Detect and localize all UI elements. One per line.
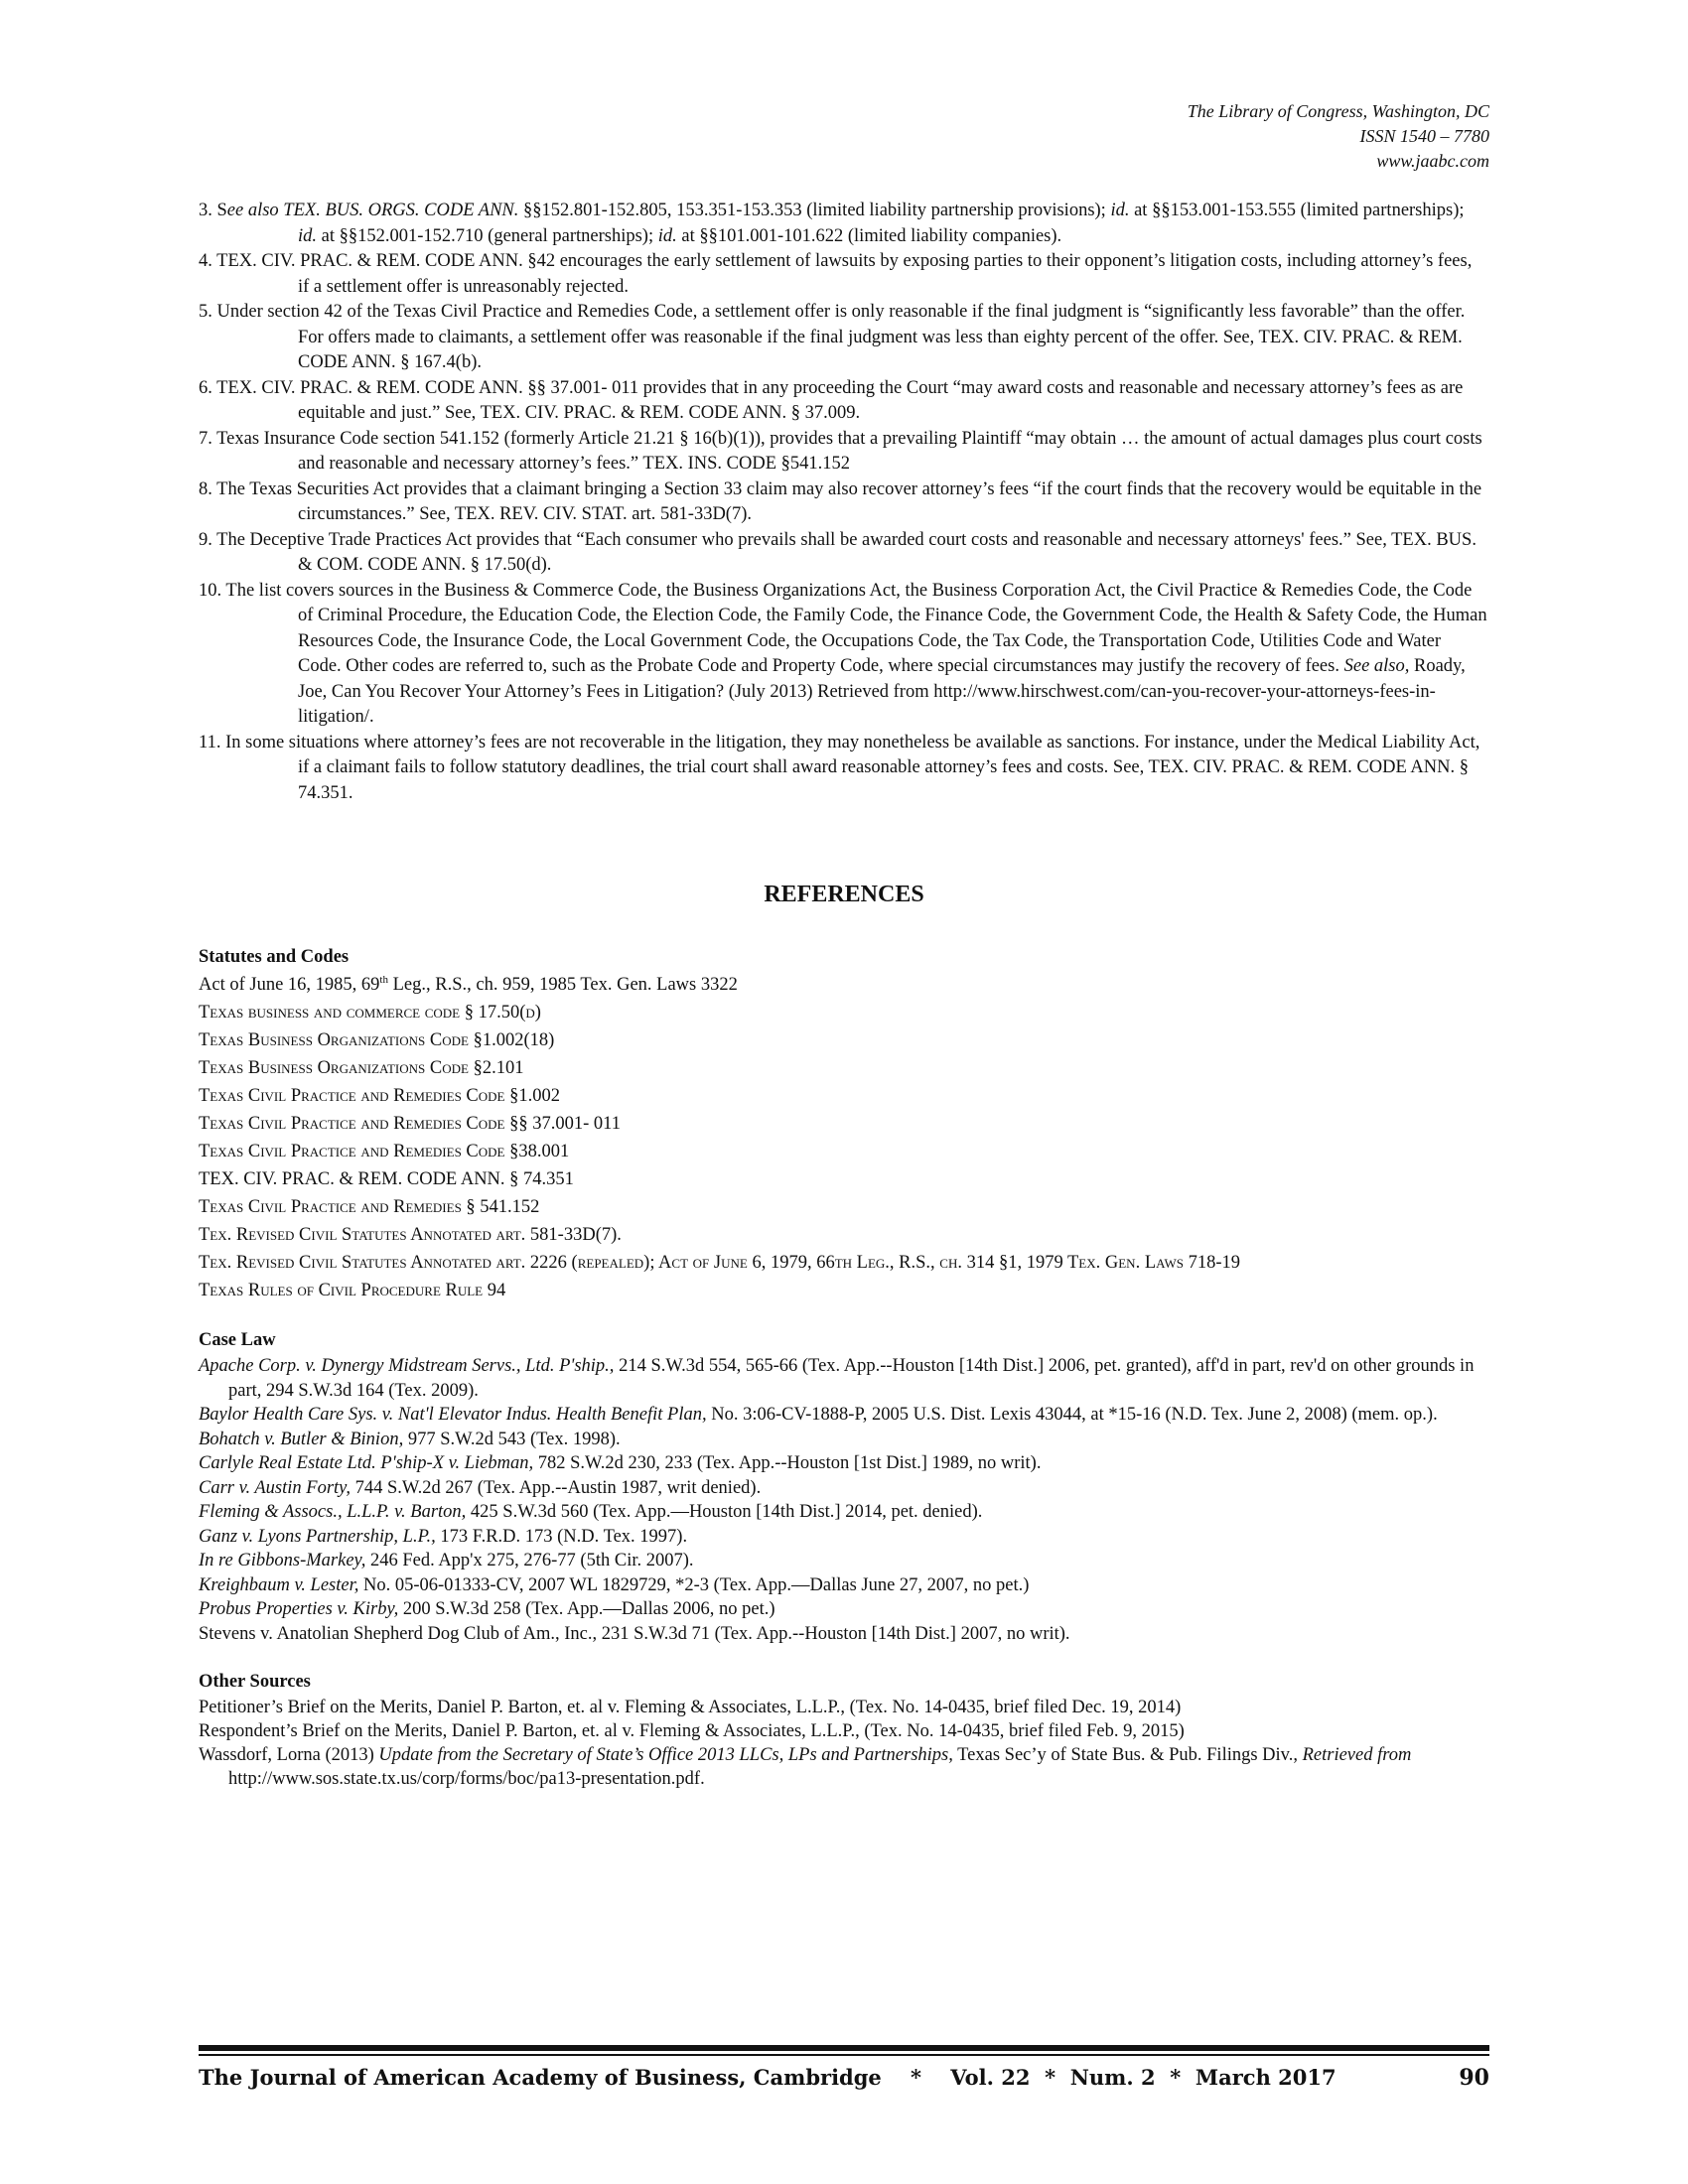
statutes-heading: Statutes and Codes: [199, 947, 350, 967]
statute-entry: Texas Civil Practice and Remedies Code §38.001: [199, 1142, 570, 1161]
other-sources-list: [199, 1696, 1489, 1791]
statute-entry: Texas Civil Practice and Remedies Code §§ 37.001- 011: [199, 1114, 621, 1134]
statute-entry: Texas business and commerce code § 17.50(d): [199, 1003, 541, 1023]
case-entry: Stevens v. Anatolian Shepherd Dog Club of Am., Inc., 231 S.W.3d 71 (Tex. App.--Houston [14th Dist.] 2007, no writ).: [199, 1623, 1070, 1644]
endnote-number: 8.: [199, 478, 212, 499]
endnote-11: 11. In some situations where attorney’s fees are not recoverable in the litigation, they may nonetheless be available as sanctions. For instance, under the Medical Liability Act, if a claimant fails to follow statutory deadlines, the trial court shall award reasonable attorney’s fees and costs. See, TEX. CIV. PRAC. & REM. CODE ANN. § 74.351.: [199, 732, 1480, 803]
case-entry: Baylor Health Care Sys. v. Nat'l Elevator Indus. Health Benefit Plan, No. 3:06-CV-1888-P, 2005 U.S. Dist. Lexis 43044, at *15-16 (N.D. Tex. June 2, 2008) (mem. op.).: [199, 1405, 1438, 1425]
endnote-number: 5.: [199, 302, 212, 322]
statute-entry: TEX. CIV. PRAC. & REM. CODE ANN. § 74.351: [199, 1169, 574, 1189]
endnotes: [199, 199, 1487, 806]
statute-entry: Texas Civil Practice and Remedies Code §1.002: [199, 1086, 560, 1106]
footer-sep: *: [1170, 2065, 1182, 2090]
endnote-4: 4. TEX. CIV. PRAC. & REM. CODE ANN. §42 encourages the early settlement of lawsuits by exposing parties to their opponent’s litigation costs, including attorney’s fees, if a settlement offer is unreasonably rejected.: [199, 251, 1473, 297]
references: [199, 943, 1489, 1791]
endnote-9: 9. The Deceptive Trade Practices Act provides that “Each consumer who prevails shall be awarded court costs and reasonable and necessary attorneys' fees.” See, TEX. BUS. & COM. CODE ANN. § 17.50(d).: [199, 529, 1477, 575]
footer-volume: Vol. 22: [950, 2065, 1031, 2090]
case-entry: Carlyle Real Estate Ltd. P'ship-X v. Liebman, 782 S.W.2d 230, 233 (Tex. App.--Houston [1st Dist.] 1989, no writ).: [199, 1453, 1042, 1473]
endnote-number: 10.: [199, 580, 222, 601]
other-source-entry: Respondent’s Brief on the Merits, Daniel P. Barton, et. al v. Fleming & Associates, L.L.P., (Tex. No. 14-0435, brief filed Feb. 9, 2015): [199, 1721, 1185, 1741]
case-entry: Apache Corp. v. Dynergy Midstream Servs., Ltd. P'ship., 214 S.W.3d 554, 565-66 (Tex. App.--Houston [14th Dist.] 2006, pet. granted), aff'd in part, rev'd on other grounds in part, 294 S.W.3d 164 (Tex. 2009).: [199, 1356, 1475, 1401]
endnote-number: 6.: [199, 377, 212, 398]
case-entry: In re Gibbons-Markey, 246 Fed. App'x 275, 276-77 (5th Cir. 2007).: [199, 1551, 694, 1570]
case-entry: Bohatch v. Butler & Binion, 977 S.W.2d 543 (Tex. 1998).: [199, 1429, 621, 1449]
statute-entry: Tex. Revised Civil Statutes Annotated art. 581-33D(7).: [199, 1225, 622, 1245]
footer-rule: [199, 2045, 1489, 2057]
endnote-8: 8. The Texas Securities Act provides that a claimant bringing a Section 33 claim may also recover attorney’s fees “if the court finds that the recovery would be equitable in the circumstances.” See, TEX. REV. CIV. STAT. art. 581-33D(7).: [199, 478, 1482, 524]
endnote-number: 4.: [199, 251, 212, 271]
statutes-list: [199, 971, 1489, 1304]
other-source-entry: Petitioner’s Brief on the Merits, Daniel P. Barton, et. al v. Fleming & Associates, L.L.P., (Tex. No. 14-0435, brief filed Dec. 19, 2014): [199, 1698, 1182, 1717]
statute-entry: Act of June 16, 1985, 69th Leg., R.S., ch. 959, 1985 Tex. Gen. Laws 3322: [199, 973, 738, 995]
masthead-line-3: www.jaabc.com: [1376, 151, 1489, 171]
statute-entry: Texas Civil Practice and Remedies § 541.152: [199, 1197, 540, 1217]
case-entry: Ganz v. Lyons Partnership, L.P., 173 F.R.D. 173 (N.D. Tex. 1997).: [199, 1526, 688, 1547]
other-source-entry: Wassdorf, Lorna (2013) Update from the Secretary of State’s Office 2013 LLCs, LPs and Partnerships, Texas Sec’y of State Bus. & Pub. Filings Div., Retrieved from http://www.sos.state.tx.us/corp/forms/boc/pa13-presentation.pdf.: [199, 1745, 1412, 1789]
endnote-6: 6. TEX. CIV. PRAC. & REM. CODE ANN. §§ 37.001- 011 provides that in any proceeding the Court “may award costs and reasonable and necessary attorney’s fees as are equitable and just.” See, TEX. CIV. PRAC. & REM. CODE ANN. § 37.009.: [199, 377, 1464, 423]
footer-date: March 2017: [1195, 2065, 1336, 2090]
footer-sep: *: [1045, 2065, 1056, 2090]
statute-entry: Texas Business Organizations Code §2.101: [199, 1058, 524, 1078]
case-entry: Probus Properties v. Kirby, 200 S.W.3d 258 (Tex. App.—Dallas 2006, no pet.): [199, 1599, 775, 1619]
other-sources-heading: Other Sources: [199, 1672, 311, 1692]
footer-journal: The Journal of American Academy of Business, Cambridge: [199, 2065, 882, 2090]
page-number: 90: [1459, 2065, 1489, 2091]
footer: [199, 2065, 1489, 2091]
endnote-5: 5. Under section 42 of the Texas Civil Practice and Remedies Code, a settlement offer is only reasonable if the final judgment is “significantly less favorable” than the offer. For offers made to claimants, a settlement offer was reasonable if the final judgment was less than eighty percent of the offer. See, TEX. CIV. PRAC. & REM. CODE ANN. § 167.4(b).: [199, 302, 1466, 372]
endnote-number: 7.: [199, 428, 212, 449]
endnote-number: 11.: [199, 732, 221, 752]
statute-entry: Texas Business Organizations Code §1.002(18): [199, 1030, 555, 1050]
masthead-line-2: ISSN 1540 – 7780: [1359, 126, 1489, 146]
footer-number: Num. 2: [1069, 2065, 1156, 2090]
endnote-number: 9.: [199, 529, 212, 550]
endnote-3: 3. See also TEX. BUS. ORGS. CODE ANN. §§152.801-152.805, 153.351-153.353 (limited liability partnership provisions); id. at §§153.001-153.555 (limited partnerships); id. at §§152.001-152.710 (general partnerships); id. at §§101.001-101.622 (limited liability companies).: [199, 201, 1465, 246]
endnote-10: 10. The list covers sources in the Business & Commerce Code, the Business Organizations Act, the Business Corporation Act, the Civil Practice & Remedies Code, the Code of Criminal Procedure, the Education Code, the Election Code, the Family Code, the Finance Code, the Government Code, the Health & Safety Code, the Human Resources Code, the Insurance Code, the Local Government Code, the Occupations Code, the Tax Code, the Transportation Code, Utilities Code and Water Code. Other codes are referred to, such as the Probate Code and Property Code, where special circumstances may justify the recovery of fees. See also, Roady, Joe, Can You Recover Your Attorney’s Fees in Litigation? (July 2013) Retrieved from http://www.hirschwest.com/can-you-recover-your-attorneys-fees-in-litigation/.: [199, 580, 1487, 727]
references-heading: REFERENCES: [764, 882, 924, 907]
footer-sep: *: [911, 2065, 922, 2090]
case-entry: Carr v. Austin Forty, 744 S.W.2d 267 (Tex. App.--Austin 1987, writ denied).: [199, 1477, 762, 1498]
endnote-7: 7. Texas Insurance Code section 541.152 (formerly Article 21.21 § 16(b)(1)), provides that a prevailing Plaintiff “may obtain … the amount of actual damages plus court costs and reasonable and necessary attorney’s fees.” TEX. INS. CODE §541.152: [199, 428, 1482, 474]
case-entry: Fleming & Assocs., L.L.P. v. Barton, 425 S.W.3d 560 (Tex. App.—Houston [14th Dist.] 2014, pet. denied).: [199, 1502, 983, 1522]
case-entry: Kreighbaum v. Lester, No. 05-06-01333-CV, 2007 WL 1829729, *2-3 (Tex. App.—Dallas June 27, 2007, no pet.): [199, 1574, 1030, 1595]
case-law-list: [199, 1354, 1489, 1646]
masthead: [1188, 99, 1489, 174]
masthead-line-1: The Library of Congress, Washington, DC: [1187, 101, 1489, 121]
endnote-number: 3.: [199, 201, 212, 220]
case-law-heading: Case Law: [199, 1330, 276, 1350]
statute-entry: Tex. Revised Civil Statutes Annotated art. 2226 (repealed); Act of June 6, 1979, 66th Leg., R.S., ch. 314 §1, 1979 Tex. Gen. Laws 718-19: [199, 1253, 1241, 1273]
statute-entry: Texas Rules of Civil Procedure Rule 94: [199, 1281, 506, 1300]
